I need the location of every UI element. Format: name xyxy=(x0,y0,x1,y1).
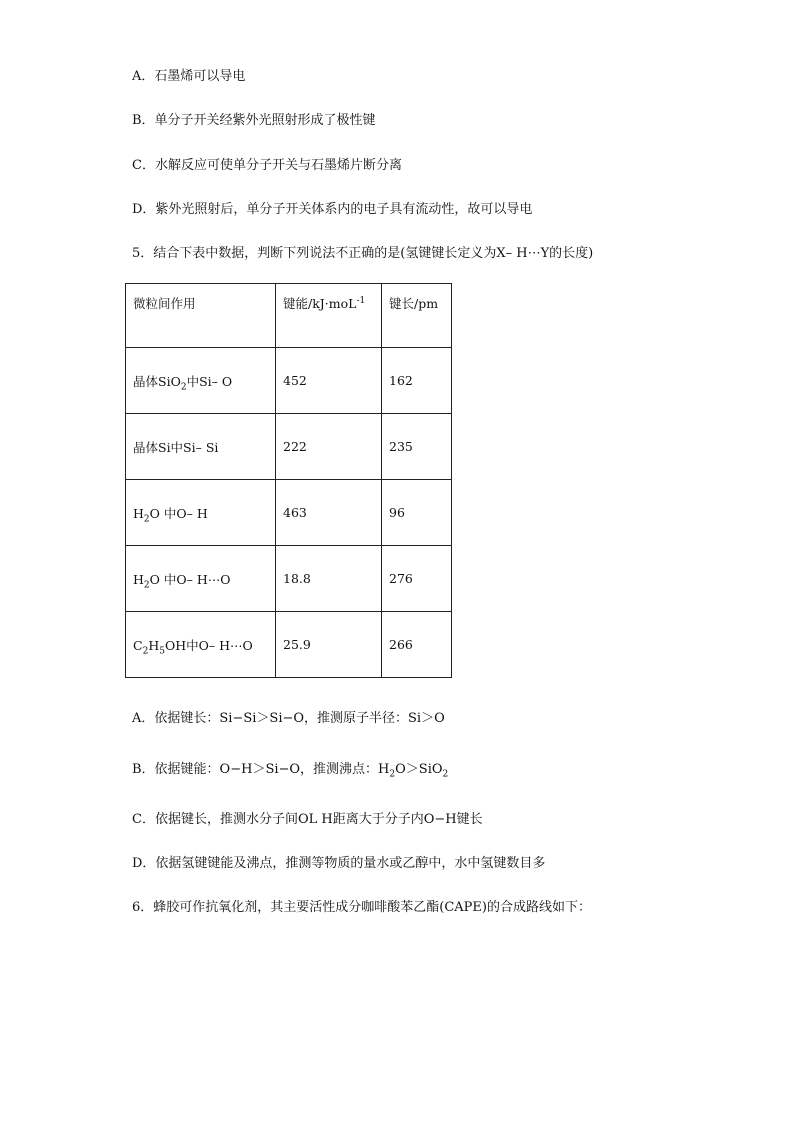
table-row xyxy=(126,414,452,480)
cell-length: 96 xyxy=(382,480,452,546)
table-header-row xyxy=(126,284,452,348)
header-bond-energy: 键能/kJ·moL$^{-1}$ xyxy=(276,284,382,348)
cell-interaction: 晶体SiO$_2$中Si– O xyxy=(126,348,276,414)
header-interaction: 微粒间作用 xyxy=(126,284,276,348)
bond-data-table xyxy=(125,283,452,678)
cell-interaction: $C_2H_5OH$中O– H⋯O xyxy=(126,612,276,678)
header-bond-length: 键长/pm xyxy=(382,284,452,348)
cell-energy: 222 xyxy=(276,414,382,480)
table-row xyxy=(126,480,452,546)
table-row xyxy=(126,546,452,612)
cell-length: 162 xyxy=(382,348,452,414)
cell-energy: 25.9 xyxy=(276,612,382,678)
q4-option-a: A．石墨烯可以导电 xyxy=(132,69,246,84)
cell-length: 276 xyxy=(382,546,452,612)
q4-option-c: C．水解反应可使单分子开关与石墨烯片断分离 xyxy=(132,158,402,173)
table-row xyxy=(126,348,452,414)
q5-option-c: C．依据键长，推测水分子间OL H距离大于分子内O−H键长 xyxy=(132,812,483,827)
table-row xyxy=(126,612,452,678)
cell-interaction: 晶体Si中Si– Si xyxy=(126,414,276,480)
q4-option-d: D．紫外光照射后，单分子开关体系内的电子具有流动性，故可以导电 xyxy=(132,202,533,217)
q5-option-d: D．依据氢键键能及沸点，推测等物质的量水或乙醇中，水中氢键数目多 xyxy=(132,856,546,871)
q5-option-b: B．依据键能：O−H＞Si−O，推测沸点：$H_2O>SiO_2$ xyxy=(132,762,449,780)
cell-energy: 463 xyxy=(276,480,382,546)
q5-option-a: A．依据键长：Si−Si＞Si−O，推测原子半径：Si＞O xyxy=(132,711,445,726)
q6-stem: 6．蜂胶可作抗氧化剂，其主要活性成分咖啡酸苯乙酯(CAPE)的合成路线如下： xyxy=(132,900,591,915)
q4-option-b: B．单分子开关经紫外光照射形成了极性键 xyxy=(132,113,376,128)
q5-stem: 5．结合下表中数据，判断下列说法不正确的是(氢键键长定义为X– H⋯Y的长度) xyxy=(132,246,594,261)
cell-energy: 18.8 xyxy=(276,546,382,612)
cell-length: 235 xyxy=(382,414,452,480)
cell-interaction: $H_2O$ 中O– H xyxy=(126,480,276,546)
cell-length: 266 xyxy=(382,612,452,678)
cell-energy: 452 xyxy=(276,348,382,414)
cell-interaction: $H_2O$ 中O– H⋯O xyxy=(126,546,276,612)
